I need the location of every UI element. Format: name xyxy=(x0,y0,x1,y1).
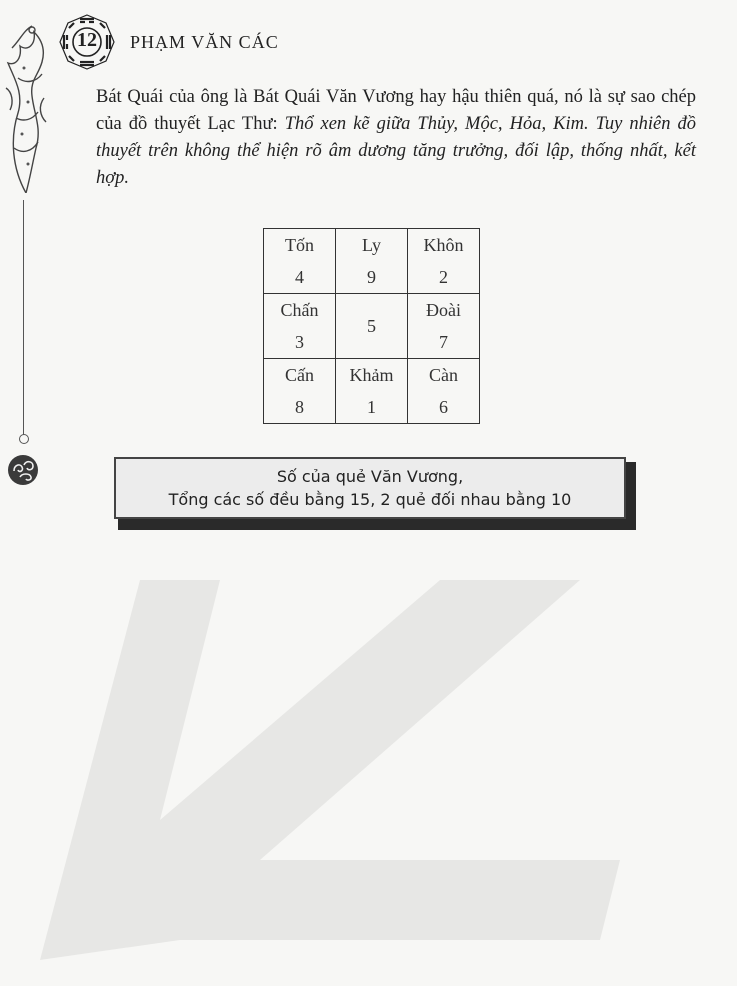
trigram-number: 4 xyxy=(295,267,304,287)
grid-cell xyxy=(408,294,480,359)
body-paragraph xyxy=(96,84,696,192)
trigram-name: Khôn xyxy=(423,235,464,255)
trigram-number: 8 xyxy=(295,397,304,417)
grid-row xyxy=(264,359,480,424)
margin-rule xyxy=(23,200,24,436)
trigram-number: 9 xyxy=(367,267,376,287)
grid-cell xyxy=(264,359,336,424)
grid-row xyxy=(264,294,480,359)
page-number: 12 xyxy=(77,29,97,51)
phoenix-ornament-icon xyxy=(2,18,50,193)
caption-line-2: Tổng các số đều bằng 15, 2 quẻ đối nhau bằng 10 xyxy=(168,490,572,509)
grid-cell xyxy=(336,229,408,294)
grid-cell xyxy=(264,229,336,294)
grid-cell-center xyxy=(336,294,408,359)
grid-cell xyxy=(336,359,408,424)
center-number: 5 xyxy=(367,316,376,336)
cloud-swirl-icon xyxy=(6,453,40,487)
trigram-number: 2 xyxy=(439,267,448,287)
trigram-number: 1 xyxy=(367,397,376,417)
grid-row xyxy=(264,229,480,294)
caption-line-1: Số của quẻ Văn Vương, xyxy=(276,467,464,486)
margin-rule-dot xyxy=(19,434,29,444)
paragraph-italic: Thổ xen kẽ giữa Thủy, Mộc, Hỏa, Kim. Tuy nhiên đồ thuyết trên không thể hiện rõ âm dương tăng trưởng, đối lập, thống nhất, kết hợp. xyxy=(96,114,696,188)
trigram-name: Chấn xyxy=(280,300,319,320)
trigram-name: Ly xyxy=(361,235,381,255)
figure-caption xyxy=(114,457,626,519)
trigram-name: Càn xyxy=(429,365,458,385)
watermark-logo-icon xyxy=(20,520,720,980)
trigram-number: 7 xyxy=(439,332,448,352)
running-head: PHẠM VĂN CÁC xyxy=(130,32,279,52)
trigram-name: Khảm xyxy=(349,365,394,385)
lo-shu-grid xyxy=(263,228,480,424)
grid-cell xyxy=(264,294,336,359)
paragraph-intro: Bát Quái của ông là Bát Quái Văn Vương hay hậu thiên quá, nó là sự sao chép của đồ thuyết Lạc Thư: xyxy=(96,87,696,134)
trigram-number: 6 xyxy=(439,397,448,417)
grid-cell xyxy=(408,359,480,424)
trigram-name: Đoài xyxy=(426,300,461,320)
grid-cell xyxy=(408,229,480,294)
trigram-name: Tốn xyxy=(285,235,314,255)
trigram-number: 3 xyxy=(295,332,304,352)
trigram-name: Cấn xyxy=(285,365,314,385)
